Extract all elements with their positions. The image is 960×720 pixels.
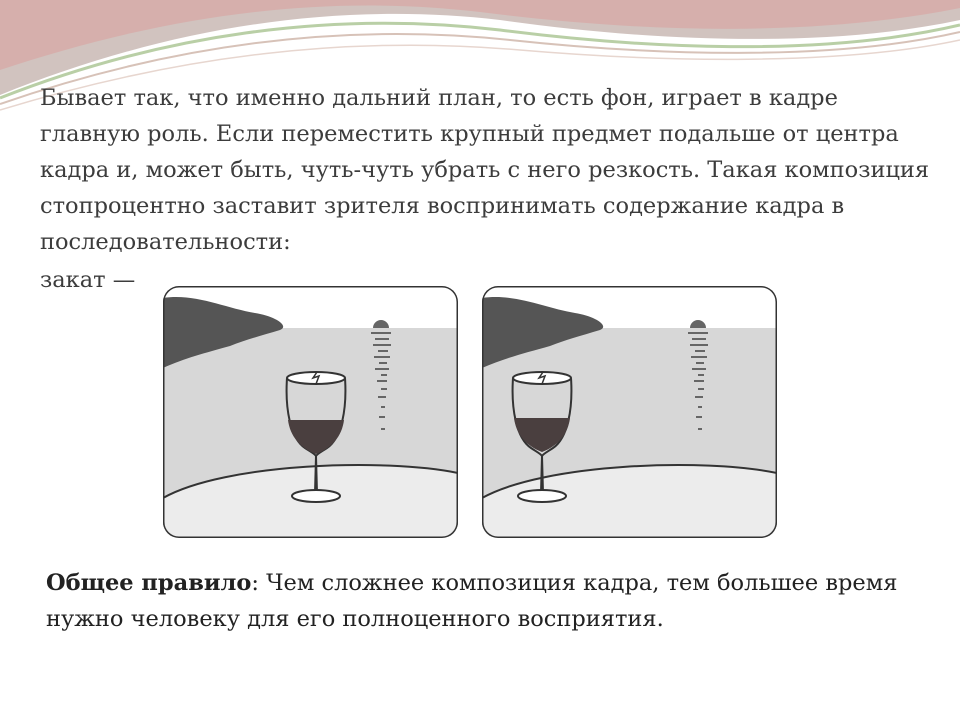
composition-illustration [145, 268, 795, 558]
wine-glass-comparison-figure [145, 268, 795, 558]
right-panel [482, 286, 777, 543]
intro-paragraph: Бывает так, что именно дальний план, то есть фон, играет в кадре главную роль. Если переместить крупный предмет подальше от центра кадра и, может быть, чуть-чуть убрать с него резкость. Такая композиция стопроцентно заставит зрителя воспринимать содержание кадра в последовательности: [40, 85, 930, 255]
rule-separator: : [251, 570, 267, 596]
general-rule [46, 565, 926, 637]
left-panel [163, 286, 458, 543]
rule-text: Чем сложнее композиция кадра, тем большее время нужно человеку для его полноценного восприятия. [46, 570, 898, 632]
sequence-lead: закат — [40, 267, 136, 293]
rule-label: Общее правило [46, 570, 252, 596]
